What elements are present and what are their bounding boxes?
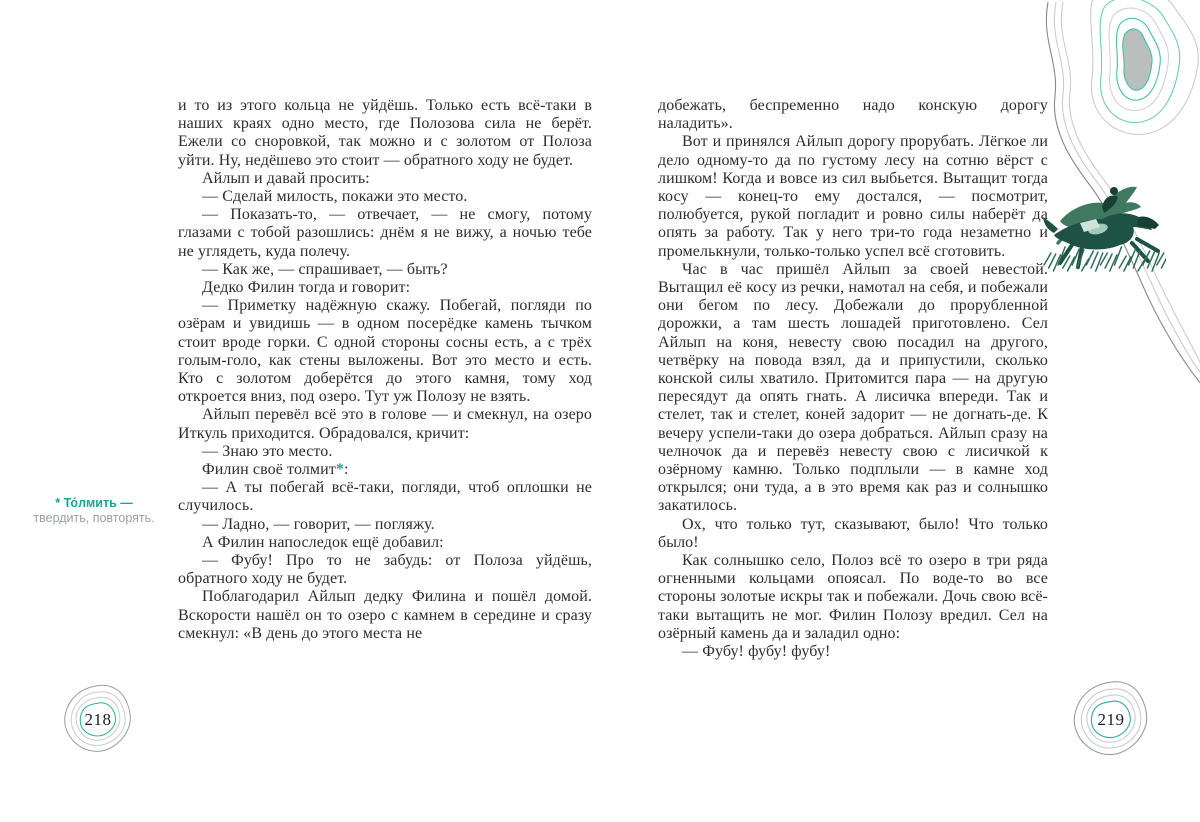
paragraph: и то из этого кольца не уйдёшь. Только есть всё-таки в наших краях одно место, где Полозова сила не берёт. Ежели со сноровкой, так можно и с золотом от Полоза уйти. Ну, недёшево это стоит — обратного ходу не будет. bbox=[178, 97, 592, 169]
paragraph bbox=[178, 461, 592, 479]
page-number: 219 bbox=[1097, 710, 1125, 729]
paragraph: Айлып перевёл всё это в голове — и смекнул, на озеро Иткуль приходится. Обрадовался, кричит: bbox=[178, 406, 592, 442]
footnote-definition: твердить, повторять. bbox=[33, 510, 155, 525]
paragraph: — Ладно, — говорит, — погляжу. bbox=[202, 515, 435, 533]
paragraph: добежать, беспременно надо конскую дорогу наладить». bbox=[658, 97, 1048, 133]
paragraph: — Фубу! Про то не забудь: от Полоза уйдёшь, обратного ходу не будет. bbox=[178, 552, 592, 588]
page-ornament-right bbox=[1068, 677, 1154, 763]
paragraph: — Приметку надёжную скажу. Побегай, погляди по озёрам и увидишь — в одном посерёдке камень тычком стоит вроде горки. С одной стороны сосны есть, а с трёх голым-голо, как стены выложены. Вот это место и есть. Кто с золотом доберётся до этого камня, тому ход откроется вниз, под озеро. Тут уж Полозу не взять. bbox=[178, 297, 592, 406]
footnote-term: * То́лмить — bbox=[55, 496, 133, 510]
paragraph: Как солнышко село, Полоз всё то озеро в три ряда огненными кольцами опоясал. По воде-то во все стороны золотые искры так и побежали. Дочь свою всё-таки вытащить не мог. Филин Полозу вредил. Сел на озёрный камень да и заладил одно: bbox=[658, 552, 1048, 642]
paragraph: — Знаю это место. bbox=[202, 442, 333, 460]
horses-illustration bbox=[1042, 177, 1166, 275]
paragraph: А Филин напоследок ещё добавил: bbox=[202, 533, 444, 551]
right-page-text bbox=[658, 97, 1048, 661]
paragraph: Вот и принялся Айлып дорогу прорубать. Лёгкое ли дело одному-то да по густому лесу на сотню вёрст с лишком! Когда и вовсе из сил выбьется. Вытащит тогда косу — конец-то ему достался, — посмотрит, полюбуется, рукой погладит и ровно силы наберёт да опять за работу. Так у него три-то года незаметно и промелькнули, только-только успел всё сготовить. bbox=[658, 133, 1048, 260]
lake-icon bbox=[1123, 29, 1152, 90]
page-ornament-left bbox=[59, 681, 137, 759]
paragraph: — Как же, — спрашивает, — быть? bbox=[202, 260, 448, 278]
footnote-asterisk: * bbox=[335, 461, 345, 479]
page-number: 218 bbox=[84, 710, 112, 729]
paragraph: Айлып и давай просить: bbox=[202, 169, 370, 187]
paragraph: Час в час пришёл Айлып за своей невестой. Вытащил её косу из речки, намотал на себя, и побежали они бегом по лесу. Добежали до прорубленной дорожки, а там шесть лошадей приготовлено. Сел Айлып на коня, невесту свою посадил на другого, четвёрку на повода взял, да и припустили, сколько конской силы хватило. Притомится пара — на другую пересядут да опять гнать. А лисичка впереди. Так и стелет, так и стелет, коней задорит — не догнать-де. К вечеру успели-таки до озера добраться. Айлып сразу на челночок да и перевёз невесту свою с лисичкой к озёрному камню. Только подплыли — в камне ход открылся; они туда, а в это время как раз и солнышко закатилось. bbox=[658, 260, 1048, 515]
left-page-text bbox=[178, 97, 592, 643]
paragraph-text: : bbox=[344, 461, 349, 479]
paragraph-text: Филин своё толмит bbox=[202, 461, 336, 479]
margin-footnote bbox=[24, 496, 164, 525]
paragraph: — Фубу! фубу! фубу! bbox=[682, 643, 831, 661]
paragraph: Дедко Филин тогда и говорит: bbox=[202, 279, 411, 297]
paragraph: Поблагодарил Айлып дедку Филина и пошёл домой. Вскорости нашёл он то озеро с камнем в середине и сразу смекнул: «В день до этого места не bbox=[178, 588, 592, 642]
paragraph: Ох, что только тут, сказывают, было! Что только было! bbox=[658, 515, 1048, 551]
paragraph: — Показать-то, — отвечает, — не смогу, потому глазами с тобой разошлись: днём я не вижу, а ночью тебе не углядеть, куда полечу. bbox=[178, 206, 592, 260]
paragraph: — Сделай милость, покажи это место. bbox=[202, 188, 468, 206]
paragraph: — А ты побегай всё-таки, погляди, чтоб оплошки не случилось. bbox=[178, 479, 592, 515]
